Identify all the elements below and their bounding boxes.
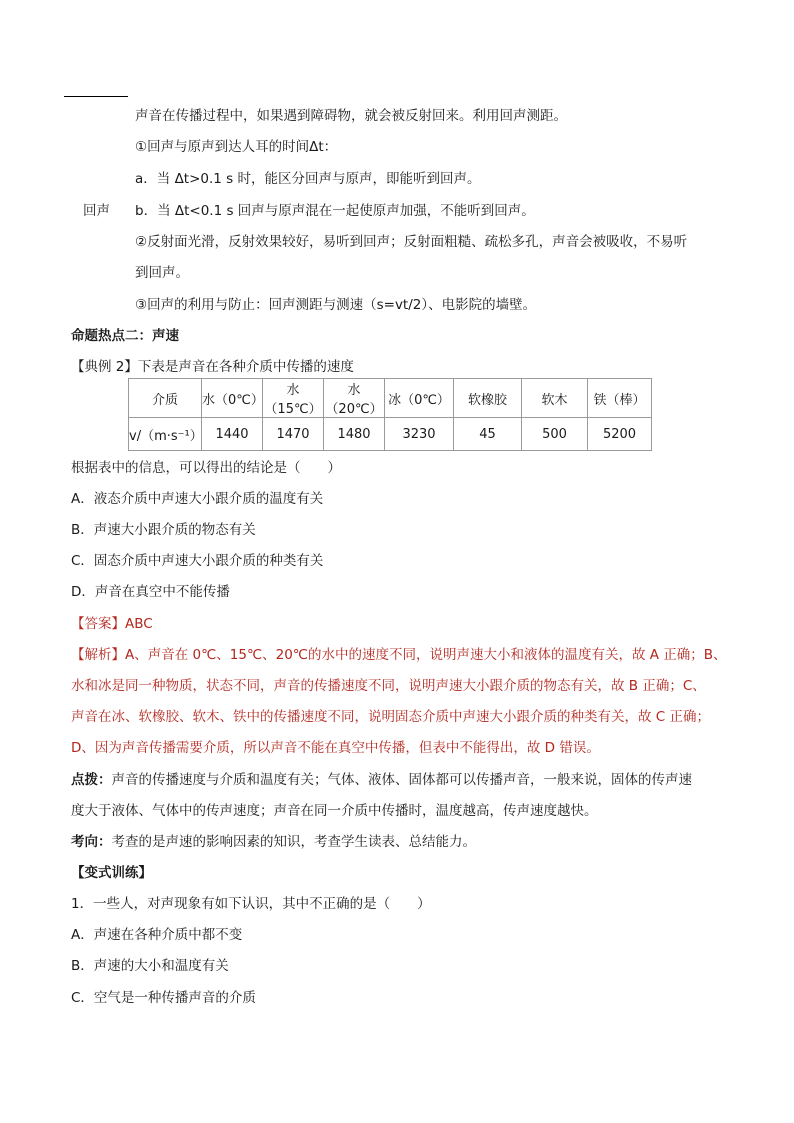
speed-table [128,378,652,451]
analysis-label: 【解析】 [71,647,125,663]
option-c: C．固态介质中声速大小跟介质的种类有关 [71,553,324,569]
answer-value: ABC [125,616,153,632]
analysis-text: A、声音在 0℃、15℃、20℃的水中的速度不同，说明声速大小和液体的温度有关，故 A 正确；B、 [125,647,727,663]
table-cell: 500 [522,418,588,451]
section-title: 命题热点二：声速 [71,328,179,344]
echo-label: 回声 [83,203,110,219]
table-cell: 5200 [588,418,652,451]
table-header-cell: 水（20℃） [324,379,385,418]
table-cell: 3230 [385,418,454,451]
example-stem [71,355,354,375]
table-header-cell: 水（0℃） [202,379,263,418]
table-row-label: v/（m·s⁻¹） [129,418,202,451]
tip-line-2: 度大于液体、气体中的传声速度；声音在同一介质中传播时，温度越高，传声速度越快。 [71,803,598,819]
echo-point-3: ③回声的利用与防止：回声测距与测速（s=vt/2）、电影院的墙壁。 [135,297,537,313]
analysis-line-2: 水和冰是同一种物质，状态不同，声音的传播速度不同，说明声速大小跟介质的物态有关，故 B 正确；C、 [71,678,706,694]
table-row [129,418,652,451]
tip-line-1 [71,768,692,788]
example-question: 根据表中的信息，可以得出的结论是（ ） [71,460,341,476]
answer [71,612,153,632]
focus-line [71,830,476,850]
table-cell: 1480 [324,418,385,451]
option-a: A．液态介质中声速大小跟介质的温度有关 [71,491,324,507]
example-stem-text: 下表是声音在各种介质中传播的速度 [137,359,354,375]
table-header-row [129,379,652,418]
analysis-line-4: D、因为声音传播需要介质，所以声音不能在真空中传播，但表中不能得出，故 D 错误。 [71,740,600,756]
echo-point-2-line1: ②反射面光滑，反射效果较好，易听到回声；反射面粗糙、疏松多孔，声音会被吸收，不易听 [135,234,688,250]
table-header-cell: 铁（棒） [588,379,652,418]
table-cell: 1440 [202,418,263,451]
option-b: B．声速大小跟介质的物态有关 [71,522,256,538]
tip-text: 声音的传播速度与介质和温度有关；气体、液体、固体都可以传播声音，一般来说，固体的传声速 [111,772,692,788]
table-header-cell: 介质 [129,379,202,418]
echo-point-1: ①回声与原声到达人耳的时间Δt： [135,139,338,155]
practice-option-b: B．声速的大小和温度有关 [71,958,229,974]
echo-point-1b: b．当 Δt<0.1 s 回声与原声混在一起使原声加强，不能听到回声。 [135,203,535,219]
focus-label: 考向： [71,834,112,850]
practice-title: 【变式训练】 [71,865,152,881]
table-header-cell: 冰（0℃） [385,379,454,418]
practice-option-a: A．声速在各种介质中都不变 [71,927,243,943]
table-cell: 45 [454,418,522,451]
table-header-cell: 软木 [522,379,588,418]
tip-label: 点拨： [71,772,112,788]
option-d: D．声音在真空中不能传播 [71,584,230,600]
practice-option-c: C．空气是一种传播声音的介质 [71,990,256,1006]
echo-point-1a: a．当 Δt>0.1 s 时，能区分回声与原声，即能听到回声。 [135,171,481,187]
answer-label: 【答案】 [71,616,125,632]
analysis-line-3: 声音在冰、软橡胶、软木、铁中的传播速度不同，说明固态介质中声速大小跟介质的种类有关，故 C 正确； [71,709,711,725]
analysis-line-1 [71,643,727,663]
table-header-cell: 水（15℃） [263,379,324,418]
example-label: 【典例 2】 [71,359,138,375]
practice-question: 1．一些人，对声现象有如下认识，其中不正确的是（ ） [71,896,431,912]
echo-point-2-line2: 到回声。 [135,265,189,281]
focus-text: 考查的是声速的影响因素的知识，考查学生读表、总结能力。 [111,834,476,850]
echo-intro: 声音在传播过程中，如果遇到障碍物，就会被反射回来。利用回声测距。 [135,108,567,124]
table-header-cell: 软橡胶 [454,379,522,418]
top-rule [64,96,128,97]
table-cell: 1470 [263,418,324,451]
